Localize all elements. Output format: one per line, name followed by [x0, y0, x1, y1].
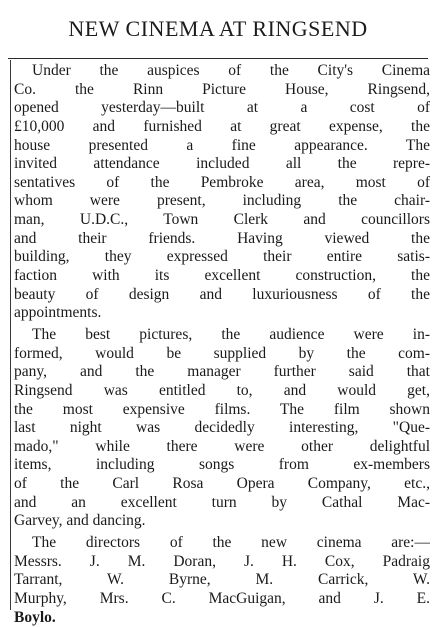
text-line: faction with its excellent construction, the [14, 267, 430, 285]
text-line: last night was decidedly interesting, "Que- [14, 419, 430, 437]
text-line: beauty of design and luxuriousness of the [14, 285, 430, 303]
article-body [14, 62, 430, 627]
text-line: sentatives of the Pembroke area, most of [14, 173, 430, 191]
text-line: house presented a fine appearance. The [14, 136, 430, 154]
column-margin-rule [10, 60, 11, 610]
paragraph-3 [14, 534, 430, 627]
text-line: appointments. [14, 304, 102, 322]
text-line: pany, and the manager further said that [14, 363, 430, 381]
text-line: The best pictures, the audience were in- [32, 325, 430, 343]
text-line: and their friends. Having viewed the [14, 229, 430, 247]
text-line: Ringsend was entitled to, and would get, [14, 381, 430, 399]
text-line: whom were present, including the chair- [14, 192, 430, 210]
text-line: £10,000 and furnished at great expense, the [14, 117, 430, 135]
text-line: the most expensive films. The film shown [14, 400, 430, 418]
text-line: Co. the Rinn Picture House, Ringsend, [14, 80, 430, 98]
text-line: Messrs. J. M. Doran, J. H. Cox, Padraig [14, 552, 430, 570]
text-line: Garvey, and dancing. [14, 512, 146, 530]
text-line: formed, would be supplied by the com- [14, 344, 430, 362]
text-line: Under the auspices of the City's Cinema [32, 62, 430, 79]
text-line: man, U.D.C., Town Clerk and councillors [14, 211, 430, 229]
text-line: Boylo. [14, 608, 56, 626]
text-line: mado," while there were other delightful [14, 437, 430, 455]
text-line: opened yesterday—built at a cost of [14, 99, 430, 117]
text-line: Tarrant, W. Byrne, M. Carrick, W. [14, 571, 430, 589]
text-line: invited attendance included all the repre- [14, 155, 430, 173]
text-line: Murphy, Mrs. C. MacGuigan, and J. E. [14, 589, 430, 607]
text-line: building, they expressed their entire satis- [14, 248, 430, 266]
text-line: items, including songs from ex-members [14, 456, 430, 474]
headline: NEW CINEMA AT RINGSEND [68, 16, 368, 41]
paragraph-1 [14, 62, 430, 323]
paragraph-2 [14, 326, 430, 531]
text-line: and an excellent turn by Cathal Mac- [14, 493, 430, 511]
text-line: The directors of the new cinema are:— [32, 534, 430, 552]
headline-rule [8, 58, 428, 59]
text-line: of the Carl Rosa Opera Company, etc., [14, 475, 430, 493]
